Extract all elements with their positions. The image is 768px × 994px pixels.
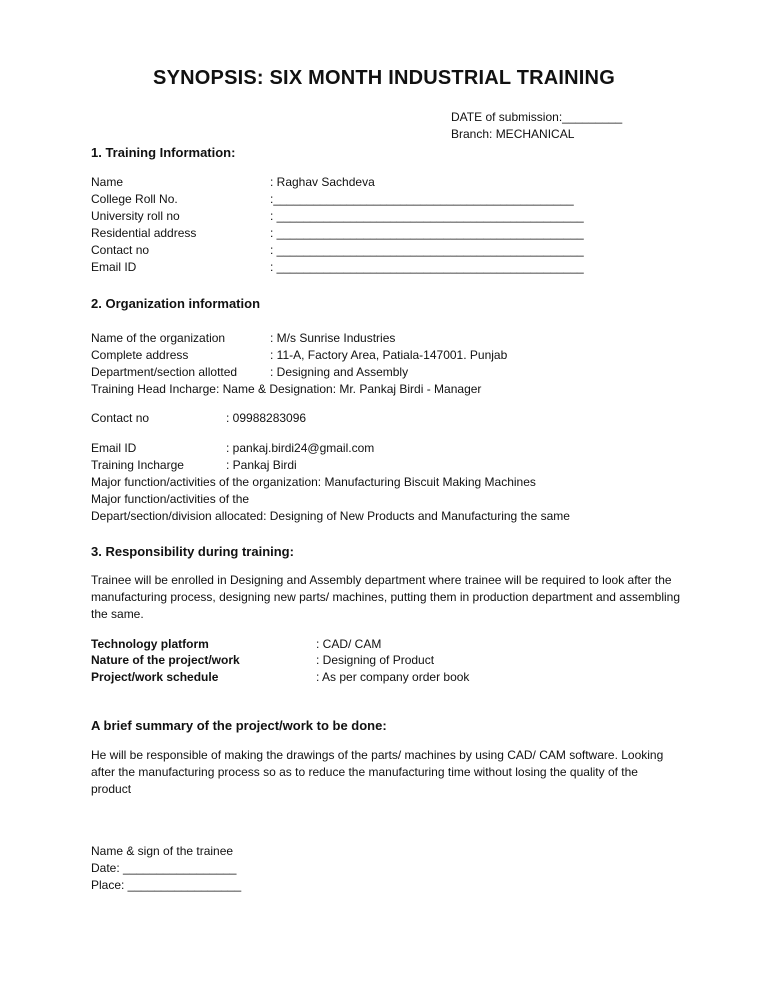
technology-platform-value: : CAD/ CAM: [316, 637, 382, 651]
training-head-line: Training Head Incharge: Name & Designation: Mr. Pankaj Birdi - Manager: [91, 382, 482, 396]
training-incharge-value: : Pankaj Birdi: [226, 458, 297, 472]
major-function-dept-line1: Major function/activities of the: [91, 492, 250, 506]
section-2-heading: 2. Organization information: [91, 296, 261, 311]
date-of-submission: DATE of submission:_________: [451, 110, 623, 124]
trainee-sign: Name & sign of the trainee: [91, 844, 234, 858]
email-label: Email ID: [91, 260, 137, 274]
page-title: SYNOPSIS: SIX MONTH INDUSTRIAL TRAINING: [153, 67, 615, 89]
department-label: Department/section allotted: [91, 365, 238, 379]
section-1-heading: 1. Training Information:: [91, 145, 236, 160]
org-contact-value: : 09988283096: [226, 411, 307, 425]
date-line: Date: _________________: [91, 861, 237, 875]
major-function-org: Major function/activities of the organization: Manufacturing Biscuit Making Machines: [91, 475, 536, 489]
nature-of-project-value: : Designing of Product: [316, 653, 435, 667]
section-3-heading: 3. Responsibility during training:: [91, 544, 294, 559]
email-value: : ______________________________________________: [270, 260, 584, 274]
project-schedule-value: : As per company order book: [316, 670, 470, 684]
college-roll-label: College Roll No.: [91, 192, 178, 206]
major-function-dept-line2: Depart/section/division allocated: Designing of New Products and Manufacturing the same: [91, 509, 570, 523]
summary-paragraph: He will be responsible of making the drawings of the parts/ machines by using CAD/ CAM software. Looking after the manufacturing process so as to reduce the manufacturing time without losing the quality of the product: [91, 748, 664, 796]
place-line: Place: _________________: [91, 878, 242, 892]
summary-heading: A brief summary of the project/work to be done:: [91, 718, 387, 733]
contact-label: Contact no: [91, 243, 150, 257]
department-value: : Designing and Assembly: [270, 365, 409, 379]
address-value: : 11-A, Factory Area, Patiala-147001. Punjab: [270, 348, 508, 362]
project-schedule-label: Project/work schedule: [91, 670, 219, 684]
training-incharge-label: Training Incharge: [91, 458, 184, 472]
residential-address-label: Residential address: [91, 226, 197, 240]
org-name-value: : M/s Sunrise Industries: [270, 331, 396, 345]
address-label: Complete address: [91, 348, 189, 362]
branch: Branch: MECHANICAL: [451, 127, 575, 141]
name-value: : Raghav Sachdeva: [270, 175, 375, 189]
nature-of-project-label: Nature of the project/work: [91, 653, 240, 667]
org-contact-label: Contact no: [91, 411, 150, 425]
technology-platform-label: Technology platform: [91, 637, 209, 651]
org-email-value: : pankaj.birdi24@gmail.com: [226, 441, 375, 455]
university-roll-value: : ______________________________________________: [270, 209, 584, 223]
residential-address-value: : ______________________________________________: [270, 226, 584, 240]
university-roll-label: University roll no: [91, 209, 180, 223]
name-label: Name: [91, 175, 124, 189]
college-roll-value: :_____________________________________________: [270, 192, 574, 206]
responsibility-paragraph: Trainee will be enrolled in Designing and Assembly department where trainee will be required to look after the manufacturing process, designing new parts/ machines, putting them in production department and assembling the same.: [91, 573, 681, 621]
org-name-label: Name of the organization: [91, 331, 226, 345]
contact-value: : ______________________________________________: [270, 243, 584, 257]
org-email-label: Email ID: [91, 441, 137, 455]
